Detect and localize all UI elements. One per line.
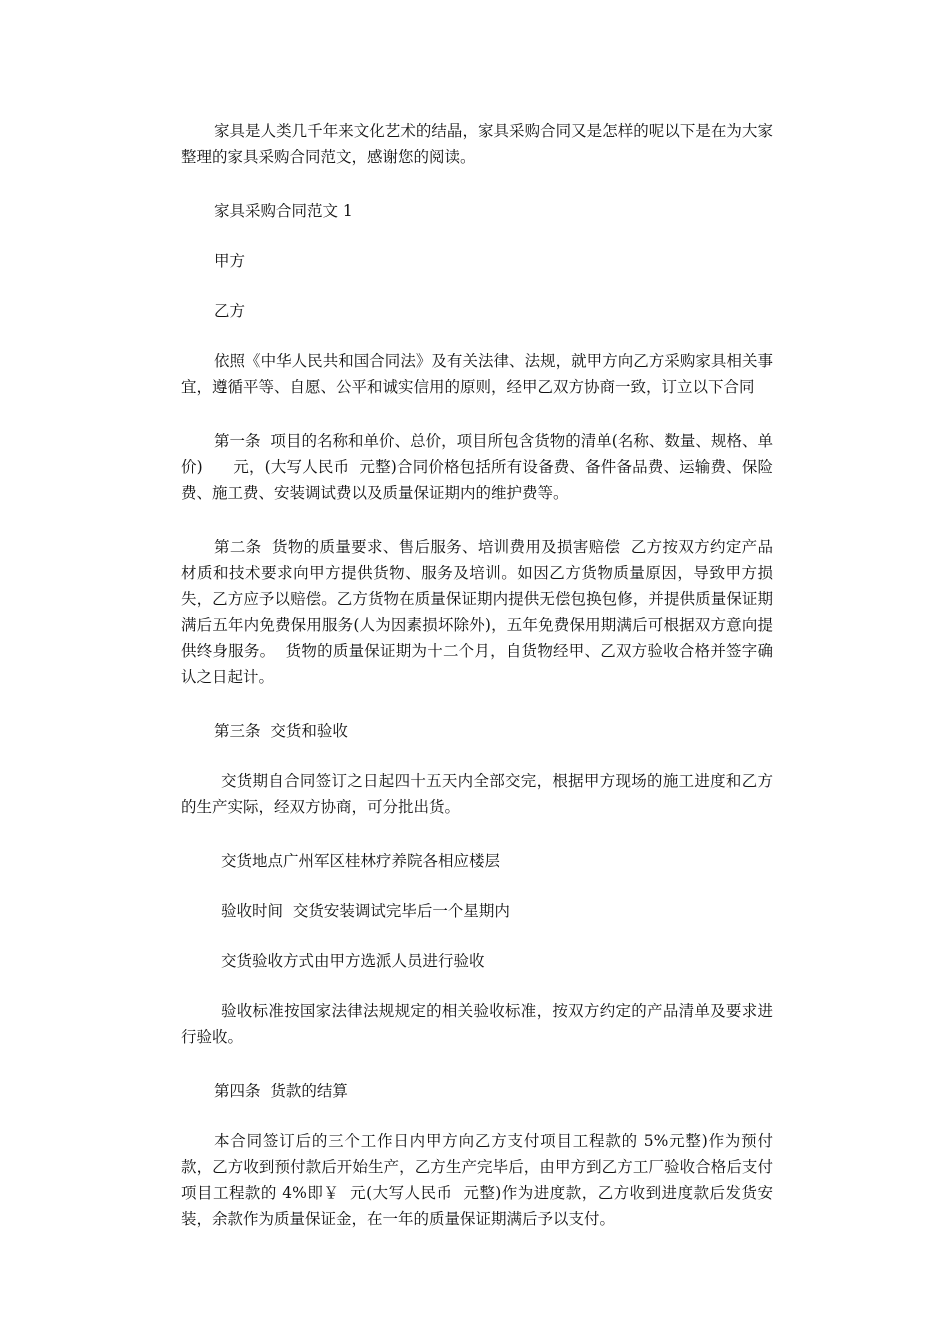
document-page [181, 118, 773, 1260]
article-4-paragraph: 本合同签订后的三个工作日内甲方向乙方支付项目工程款的 5%元整)作为预付款，乙方收到预付款后开始生产，乙方生产完毕后，由甲方到乙方工厂验收合格后支付项目工程款的 4%即￥ 元(大写人民币 元整)作为进度款，乙方收到进度款后发货安装，余款作为质量保证金，在一年的质量保证期满后予以支付。 [181, 1132, 773, 1228]
article-1-paragraph: 第一条 项目的名称和单价、总价，项目所包含货物的清单(名称、数量、规格、单价) 元，(大写人民币 元整)合同价格包括所有设备费、备件备品费、运输费、保险费、施工费、安装调试费以及质量保证期内的维护费等。 [181, 432, 773, 502]
preamble-paragraph: 依照《中华人民共和国合同法》及有关法律、法规，就甲方向乙方采购家具相关事宜，遵循平等、自愿、公平和诚实信用的原则，经甲乙双方协商一致，订立以下合同 [181, 352, 773, 396]
intro-paragraph: 家具是人类几千年来文化艺术的结晶，家具采购合同又是怎样的呢以下是在为大家整理的家具采购合同范文，感谢您的阅读。 [181, 122, 773, 166]
article-3-delivery-location: 交货地点广州军区桂林疗养院各相应楼层 [221, 852, 501, 870]
article-3-acceptance-method: 交货验收方式由甲方选派人员进行验收 [221, 952, 485, 970]
contract-title: 家具采购合同范文 1 [214, 202, 353, 220]
article-3-acceptance-time: 验收时间 交货安装调试完毕后一个星期内 [221, 902, 510, 920]
article-3-title: 第三条 交货和验收 [214, 722, 348, 740]
article-2-paragraph: 第二条 货物的质量要求、售后服务、培训费用及损害赔偿 乙方按双方约定产品材质和技术要求向甲方提供货物、服务及培训。如因乙方货物质量原因，导致甲方损失，乙方应予以赔偿。乙方货物在质量保证期内提供无偿包换包修，并提供质量保证期满后五年内免费保用服务(人为因素损坏除外)，五年免费保用期满后可根据双方意向提供终身服务。 货物的质量保证期为十二个月，自货物经甲、乙双方验收合格并签字确认之日起计。 [181, 538, 773, 686]
article-3-delivery-period: 交货期自合同签订之日起四十五天内全部交完，根据甲方现场的施工进度和乙方的生产实际，经双方协商，可分批出货。 [181, 772, 773, 816]
party-b-label: 乙方 [214, 302, 246, 320]
article-4-title: 第四条 货款的结算 [214, 1082, 348, 1100]
party-a-label: 甲方 [214, 252, 246, 270]
article-3-acceptance-standard: 验收标准按国家法律法规规定的相关验收标准，按双方约定的产品清单及要求进行验收。 [181, 1002, 773, 1046]
